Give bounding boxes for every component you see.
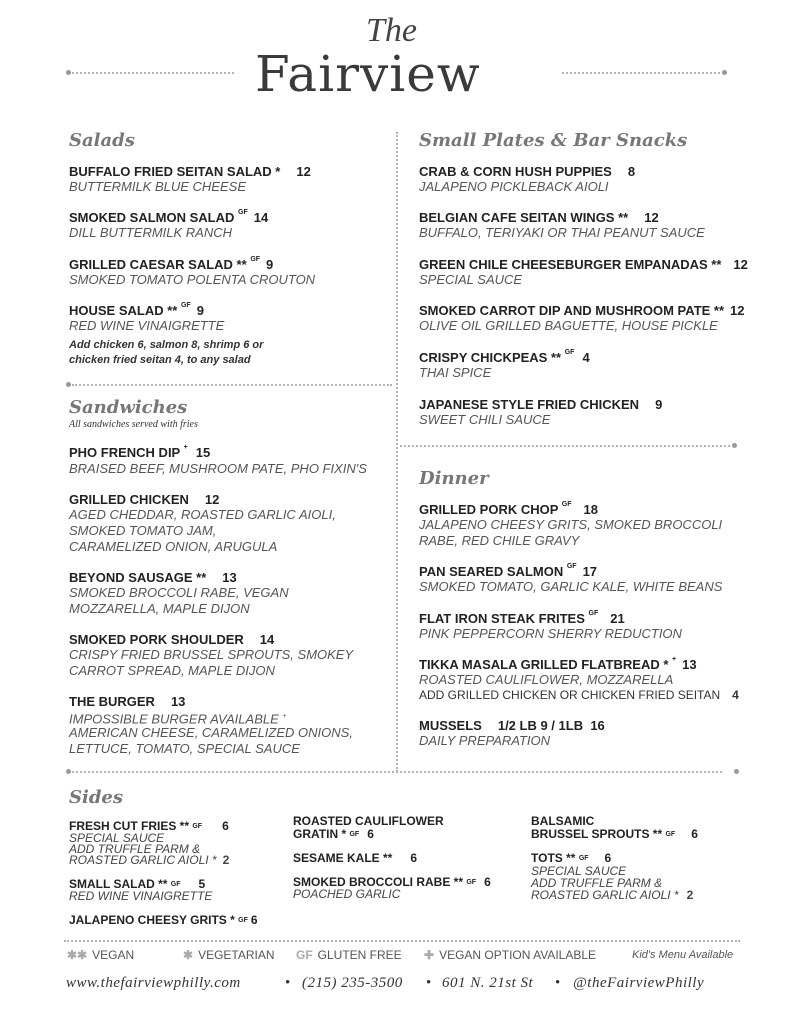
item-price: 4	[582, 350, 590, 365]
legend-vegan-option	[424, 948, 596, 962]
item-description: SWEET CHILI SAUCE	[419, 412, 551, 427]
footer-phone[interactable]: (215) 235-3500	[302, 975, 403, 991]
vegan-option-tag: +	[282, 713, 287, 720]
item-price: 6	[691, 827, 698, 841]
gf-tag: GF	[180, 302, 191, 309]
item-price: 13	[682, 657, 697, 672]
item-name: GRILLED CAESAR SALAD **	[69, 257, 247, 272]
menu-item	[419, 164, 635, 179]
legend-label: GLUTEN FREE	[317, 948, 402, 962]
item-description: JALAPENO CHEESY GRITS, SMOKED BROCCOLI	[419, 517, 723, 532]
item-name: PAN SEARED SALMON	[419, 564, 564, 579]
menu-item	[419, 564, 597, 579]
item-description: OLIVE OIL GRILLED BAGUETTE, HOUSE PICKLE	[419, 318, 718, 333]
menu-item	[419, 257, 748, 272]
column-divider	[396, 132, 398, 772]
section-title-sandwiches: Sandwiches	[69, 397, 188, 418]
legend-gluten-free	[296, 948, 402, 962]
menu-item	[69, 632, 274, 647]
gf-tag: GF	[665, 831, 676, 838]
sandwiches-note: All sandwiches served with fries	[69, 419, 198, 430]
divider-dot	[732, 443, 737, 448]
vegan-option-tag: +	[183, 444, 188, 451]
item-name: GRATIN *	[293, 827, 347, 841]
item-description: SPECIAL SAUCE	[531, 864, 627, 878]
item-description: RED WINE VINAIGRETTE	[69, 889, 213, 903]
vegetarian-icon: ✱	[183, 948, 194, 962]
item-description	[69, 854, 229, 866]
side-item: BALSAMIC	[531, 814, 595, 828]
item-price: 21	[610, 611, 625, 626]
item-description: MOZZARELLA, MAPLE DIJON	[69, 601, 250, 616]
item-price: 6	[250, 913, 258, 927]
footer-separator: •	[426, 975, 432, 991]
item-name: PHO FRENCH DIP	[69, 445, 180, 460]
item-price: 12	[644, 210, 659, 225]
item-price: 6	[410, 851, 418, 865]
item-description: RED WINE VINAIGRETTE	[69, 318, 225, 333]
menu-item	[419, 502, 598, 517]
item-price: 17	[582, 564, 598, 579]
item-price: 9	[196, 303, 204, 318]
flatbread-addon	[419, 688, 739, 702]
vegan-option-tag: +	[672, 656, 677, 663]
item-description: THAI SPICE	[419, 365, 492, 380]
item-name: JAPANESE STYLE FRIED CHICKEN	[419, 397, 640, 412]
vegan-icon: ✱✱	[67, 948, 88, 962]
item-price: 9	[655, 397, 663, 412]
item-description-text: ROASTED GARLIC AIOLI *	[69, 853, 217, 867]
gf-tag: GF	[561, 501, 572, 508]
item-name: JALAPENO CHEESY GRITS *	[69, 913, 235, 927]
gf-tag: GF	[588, 610, 599, 617]
menu-item	[69, 492, 219, 507]
item-description	[531, 889, 693, 901]
menu-item	[69, 257, 273, 272]
section-divider	[400, 445, 730, 447]
item-description: AMERICAN CHEESE, CARAMELIZED ONIONS,	[69, 725, 353, 740]
footer-website[interactable]: www.thefairviewphilly.com	[66, 975, 241, 991]
item-price: 6	[484, 875, 491, 889]
item-price: 1/2 LB 9 / 1LB 16	[497, 718, 605, 733]
gf-tag: GF	[238, 917, 248, 924]
item-description: ADD TRUFFLE PARM &	[69, 842, 201, 856]
item-description: SMOKED TOMATO POLENTA CROUTON	[69, 272, 316, 287]
item-price: 12	[204, 492, 220, 507]
item-name: CRAB & CORN HUSH PUPPIES	[419, 164, 612, 179]
flatbread-addon-text: ADD GRILLED CHICKEN OR CHICKEN FRIED SEITAN	[419, 688, 721, 702]
item-name: TIKKA MASALA GRILLED FLATBREAD *	[419, 657, 669, 672]
gf-tag: GF	[566, 563, 577, 570]
item-description: ADD TRUFFLE PARM &	[531, 876, 663, 890]
item-price: 12	[296, 164, 311, 179]
item-name: MUSSELS	[419, 718, 482, 733]
section-title-dinner: Dinner	[419, 468, 489, 489]
salad-addon-line: chicken fried seitan 4, to any salad	[69, 354, 251, 366]
gf-tag: GF	[578, 855, 589, 862]
section-divider	[72, 771, 722, 773]
item-name: SESAME KALE **	[293, 851, 393, 865]
menu-item	[69, 210, 268, 225]
item-description-text: IMPOSSIBLE BURGER AVAILABLE	[69, 711, 279, 727]
item-price: 18	[583, 502, 598, 517]
menu-item	[419, 350, 590, 365]
menu-item	[69, 445, 210, 460]
item-description: RABE, RED CHILE GRAVY	[419, 533, 580, 548]
header-divider-right	[562, 72, 720, 74]
item-name: BRUSSEL SPROUTS **	[531, 827, 663, 841]
item-price: 8	[627, 164, 636, 179]
header-divider-left	[72, 72, 234, 74]
item-description: PINK PEPPERCORN SHERRY REDUCTION	[419, 626, 682, 641]
menu-item	[419, 397, 662, 412]
legend-vegetarian	[183, 948, 275, 962]
item-name: CRISPY CHICKPEAS **	[419, 350, 562, 365]
item-description: CARAMELIZED ONION, ARUGULA	[69, 539, 278, 554]
menu-item	[419, 303, 745, 318]
item-description: POACHED GARLIC	[293, 887, 401, 901]
item-description: SMOKED BROCCOLI RABE, VEGAN	[69, 585, 289, 600]
section-title-sides: Sides	[69, 787, 124, 808]
item-description: AGED CHEDDAR, ROASTED GARLIC AIOLI,	[69, 507, 336, 522]
divider-dot	[66, 769, 71, 774]
menu-item	[419, 718, 605, 733]
kids-menu-note: Kid's Menu Available	[632, 949, 734, 961]
item-price: 6	[604, 851, 612, 865]
item-name: SMALL SALAD **	[69, 877, 168, 891]
item-name: THE BURGER	[69, 694, 155, 709]
item-description: ROASTED CAULIFLOWER, MOZZARELLA	[419, 672, 674, 687]
item-name: BUFFALO FRIED SEITAN SALAD *	[69, 164, 281, 179]
item-description: SMOKED TOMATO JAM,	[69, 523, 217, 538]
item-description: SPECIAL SAUCE	[69, 831, 165, 845]
item-name: GREEN CHILE CHEESEBURGER EMPANADAS **	[419, 257, 722, 272]
footer-separator: •	[555, 975, 561, 991]
legend-label: VEGAN	[92, 948, 135, 962]
gf-tag: GF	[250, 256, 261, 263]
item-description-text: ROASTED GARLIC AIOLI *	[531, 888, 679, 902]
gf-tag: GF	[192, 823, 203, 830]
section-divider	[72, 384, 392, 386]
divider-dot	[722, 70, 727, 75]
item-name: SMOKED SALMON SALAD	[69, 210, 235, 225]
item-name: FRESH CUT FRIES **	[69, 819, 190, 833]
section-title-salads: Salads	[69, 130, 135, 151]
gf-tag: GF	[466, 879, 477, 886]
item-name: GRILLED CHICKEN	[69, 492, 189, 507]
item-description: SMOKED TOMATO, GARLIC KALE, WHITE BEANS	[419, 579, 723, 594]
legend-label: VEGETARIAN	[198, 948, 275, 962]
menu-item	[69, 694, 185, 709]
restaurant-name: Fairview	[255, 45, 481, 103]
divider-dot	[66, 382, 71, 387]
vegan-option-icon: ✚	[424, 948, 435, 962]
title-the: The	[366, 12, 417, 49]
item-price: 5	[198, 877, 206, 891]
legend-vegan	[67, 948, 134, 962]
footer-social[interactable]: @theFairviewPhilly	[573, 975, 705, 991]
gf-tag: GF	[349, 831, 360, 838]
flatbread-addon-price: 4	[732, 688, 739, 702]
item-description: LETTUCE, TOMATO, SPECIAL SAUCE	[69, 741, 300, 756]
item-name: SMOKED CARROT DIP AND MUSHROOM PATE **	[419, 303, 725, 318]
item-name: SMOKED PORK SHOULDER	[69, 632, 244, 647]
salad-addon-line: Add chicken 6, salmon 8, shrimp 6 or	[69, 339, 264, 351]
item-description: BUTTERMILK BLUE CHEESE	[69, 179, 246, 194]
item-price: 6	[222, 819, 229, 833]
item-name: SMOKED BROCCOLI RABE **	[293, 875, 464, 889]
item-price: 13	[170, 694, 186, 709]
item-name: GRILLED PORK CHOP	[419, 502, 559, 517]
item-price: 9	[266, 257, 274, 272]
footer-separator: •	[285, 975, 291, 991]
item-description: BUFFALO, TERIYAKI OR THAI PEANUT SAUCE	[419, 225, 705, 240]
side-item: ROASTED CAULIFLOWER	[293, 814, 444, 828]
item-description: DAILY PREPARATION	[419, 733, 551, 748]
item-price: 14	[253, 210, 269, 225]
side-item	[69, 914, 258, 927]
gf-tag: GF	[238, 209, 248, 216]
divider-dot	[66, 70, 71, 75]
side-item	[293, 828, 374, 841]
item-price: 14	[259, 632, 275, 647]
menu-item	[419, 657, 697, 672]
gf-tag: GF	[564, 349, 575, 356]
item-price: 2	[686, 888, 694, 902]
footer-address: 601 N. 21st St	[442, 975, 534, 991]
item-description: DILL BUTTERMILK RANCH	[69, 225, 233, 240]
item-price: 6	[367, 827, 374, 841]
item-price: 12	[730, 303, 745, 318]
section-title-small-plates: Small Plates & Bar Snacks	[419, 130, 688, 151]
item-name: TOTS **	[531, 851, 576, 865]
menu-item	[69, 303, 204, 318]
gluten-free-icon: GF	[296, 948, 313, 962]
item-description: BRAISED BEEF, MUSHROOM PATE, PHO FIXIN'S	[69, 461, 367, 476]
item-name: HOUSE SALAD **	[69, 303, 178, 318]
item-price: 12	[733, 257, 748, 272]
item-name: BELGIAN CAFE SEITAN WINGS **	[419, 210, 629, 225]
item-description: SPECIAL SAUCE	[419, 272, 523, 287]
menu-item	[69, 164, 311, 179]
menu-item	[419, 210, 659, 225]
side-item	[293, 852, 417, 865]
item-description: CARROT SPREAD, MAPLE DIJON	[69, 663, 275, 678]
item-price: 2	[222, 853, 230, 867]
item-name: BEYOND SAUSAGE **	[69, 570, 207, 585]
item-description: JALAPENO PICKLEBACK AIOLI	[419, 179, 609, 194]
legend-divider	[64, 940, 740, 942]
item-name: FLAT IRON STEAK FRITES	[419, 611, 585, 626]
menu-item	[419, 611, 625, 626]
menu-item	[69, 570, 237, 585]
legend-label: VEGAN OPTION AVAILABLE	[439, 948, 597, 962]
side-item	[531, 828, 698, 841]
item-price: 13	[222, 570, 237, 585]
item-description: CRISPY FRIED BRUSSEL SPROUTS, SMOKEY	[69, 647, 354, 662]
divider-dot	[734, 769, 739, 774]
gf-tag: GF	[170, 881, 181, 888]
item-price: 15	[195, 445, 211, 460]
